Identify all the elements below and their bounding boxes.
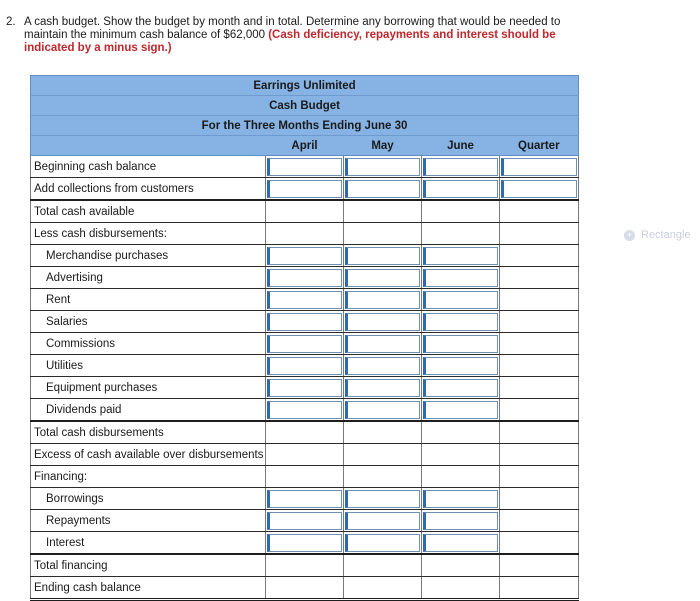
row-label: Merchandise purchases: [31, 245, 266, 267]
table-row: [31, 444, 579, 466]
cell-may: [344, 311, 422, 333]
may-amount-input[interactable]: [345, 534, 420, 552]
cell-may: [344, 466, 422, 488]
cell-april: [266, 245, 344, 267]
row-label: Total financing: [31, 554, 266, 577]
table-row: [31, 178, 579, 201]
row-label: Add collections from customers: [31, 178, 266, 201]
column-header-april: April: [266, 136, 344, 156]
cell-june: [422, 554, 500, 577]
cell-may: [344, 223, 422, 245]
may-amount-input[interactable]: [345, 357, 420, 375]
cell-may: [344, 488, 422, 510]
cell-may: [344, 267, 422, 289]
cell-quarter: [500, 466, 579, 488]
cell-april: [266, 333, 344, 355]
cell-may: [344, 289, 422, 311]
april-amount-input[interactable]: [267, 534, 342, 552]
row-label: Beginning cash balance: [31, 156, 266, 178]
row-label: Total cash disbursements: [31, 421, 266, 444]
cell-quarter: [500, 289, 579, 311]
row-label: Rent: [31, 289, 266, 311]
cell-april: [266, 200, 344, 223]
cell-may: [344, 444, 422, 466]
cell-april: [266, 466, 344, 488]
row-label: Equipment purchases: [31, 377, 266, 399]
cell-june: [422, 377, 500, 399]
row-label: Less cash disbursements:: [31, 223, 266, 245]
table-row: [31, 421, 579, 444]
cell-april: [266, 554, 344, 577]
cell-may: [344, 377, 422, 399]
june-amount-input[interactable]: [423, 158, 498, 176]
row-label: Total cash available: [31, 200, 266, 223]
cell-june: [422, 532, 500, 555]
quarter-amount-input[interactable]: [501, 180, 577, 198]
table-row: [31, 267, 579, 289]
cell-june: [422, 488, 500, 510]
table-row: [31, 554, 579, 577]
april-amount-input[interactable]: [267, 269, 342, 287]
question-emphasis: (Cash deficiency, repayments and interest should be indicated by a minus sign.): [24, 29, 556, 54]
cell-june: [422, 399, 500, 422]
column-header-blank: [31, 136, 266, 156]
may-amount-input[interactable]: [345, 335, 420, 353]
cell-june: [422, 510, 500, 532]
cell-april: [266, 399, 344, 422]
cell-may: [344, 333, 422, 355]
row-label: Ending cash balance: [31, 577, 266, 600]
june-amount-input[interactable]: [423, 379, 498, 397]
june-amount-input[interactable]: [423, 490, 498, 508]
april-amount-input[interactable]: [267, 158, 342, 176]
table-row: [31, 245, 579, 267]
cell-june: [422, 245, 500, 267]
april-amount-input[interactable]: [267, 379, 342, 397]
june-amount-input[interactable]: [423, 401, 498, 419]
april-amount-input[interactable]: [267, 291, 342, 309]
cell-quarter: [500, 377, 579, 399]
budget-title: Cash Budget: [31, 96, 579, 116]
column-header-quarter: Quarter: [500, 136, 579, 156]
row-label: Utilities: [31, 355, 266, 377]
may-amount-input[interactable]: [345, 379, 420, 397]
june-amount-input[interactable]: [423, 180, 498, 198]
cell-april: [266, 178, 344, 201]
table-row: [31, 377, 579, 399]
cell-april: [266, 355, 344, 377]
table-row: [31, 333, 579, 355]
april-amount-input[interactable]: [267, 401, 342, 419]
row-label: Financing:: [31, 466, 266, 488]
table-row: [31, 466, 579, 488]
row-label: Excess of cash available over disbursements: [31, 444, 266, 466]
cell-april: [266, 510, 344, 532]
cell-quarter: [500, 554, 579, 577]
june-amount-input[interactable]: [423, 335, 498, 353]
may-amount-input[interactable]: [345, 247, 420, 265]
cell-may: [344, 178, 422, 201]
april-amount-input[interactable]: [267, 313, 342, 331]
row-label: Advertising: [31, 267, 266, 289]
cell-june: [422, 444, 500, 466]
cell-april: [266, 289, 344, 311]
cell-april: [266, 421, 344, 444]
cell-quarter: [500, 200, 579, 223]
question-body: A cash budget. Show the budget by month and in total. Determine any borrowing that would be needed to maintain the minimum cash balance of $62,000: [24, 16, 561, 41]
cell-june: [422, 223, 500, 245]
cell-june: [422, 156, 500, 178]
row-label: Repayments: [31, 510, 266, 532]
cell-june: [422, 355, 500, 377]
june-amount-input[interactable]: [423, 534, 498, 552]
may-amount-input[interactable]: [345, 401, 420, 419]
cell-april: [266, 223, 344, 245]
question-number: 2.: [6, 16, 16, 28]
table-row: [31, 223, 579, 245]
cell-april: [266, 577, 344, 600]
row-label: Commissions: [31, 333, 266, 355]
may-amount-input[interactable]: [345, 512, 420, 530]
column-header-may: May: [344, 136, 422, 156]
april-amount-input[interactable]: [267, 180, 342, 198]
cell-april: [266, 488, 344, 510]
cell-quarter: [500, 178, 579, 201]
table-row: [31, 532, 579, 555]
cell-april: [266, 444, 344, 466]
budget-period: For the Three Months Ending June 30: [31, 116, 579, 136]
may-amount-input[interactable]: [345, 291, 420, 309]
april-amount-input[interactable]: [267, 512, 342, 530]
cell-april: [266, 311, 344, 333]
cell-april: [266, 377, 344, 399]
column-header-june: June: [422, 136, 500, 156]
quarter-amount-input[interactable]: [501, 158, 577, 176]
june-amount-input[interactable]: [423, 269, 498, 287]
cell-may: [344, 554, 422, 577]
june-amount-input[interactable]: [423, 291, 498, 309]
cell-june: [422, 267, 500, 289]
cell-quarter: [500, 156, 579, 178]
rectangle-tool[interactable]: [624, 226, 700, 244]
row-label: Salaries: [31, 311, 266, 333]
cell-april: [266, 267, 344, 289]
row-label: Borrowings: [31, 488, 266, 510]
cell-may: [344, 355, 422, 377]
may-amount-input[interactable]: [345, 180, 420, 198]
table-row: [31, 399, 579, 422]
table-row: [31, 510, 579, 532]
table-row: [31, 200, 579, 223]
cell-june: [422, 178, 500, 201]
may-amount-input[interactable]: [345, 269, 420, 287]
cell-quarter: [500, 510, 579, 532]
row-label: Dividends paid: [31, 399, 266, 422]
cell-may: [344, 577, 422, 600]
april-amount-input[interactable]: [267, 490, 342, 508]
cell-june: [422, 466, 500, 488]
table-row: [31, 355, 579, 377]
cell-quarter: [500, 223, 579, 245]
cell-june: [422, 577, 500, 600]
cell-quarter: [500, 488, 579, 510]
cell-may: [344, 245, 422, 267]
cell-june: [422, 421, 500, 444]
cell-june: [422, 311, 500, 333]
may-amount-input[interactable]: [345, 490, 420, 508]
cell-april: [266, 532, 344, 555]
april-amount-input[interactable]: [267, 335, 342, 353]
cell-june: [422, 289, 500, 311]
cell-quarter: [500, 333, 579, 355]
table-row: [31, 488, 579, 510]
row-label: Interest: [31, 532, 266, 555]
june-amount-input[interactable]: [423, 313, 498, 331]
cell-quarter: [500, 355, 579, 377]
table-row: [31, 156, 579, 178]
june-amount-input[interactable]: [423, 247, 498, 265]
cell-quarter: [500, 245, 579, 267]
table-row: [31, 311, 579, 333]
cell-quarter: [500, 399, 579, 422]
cell-quarter: [500, 532, 579, 555]
cell-may: [344, 200, 422, 223]
table-row: [31, 577, 579, 600]
cell-may: [344, 399, 422, 422]
may-amount-input[interactable]: [345, 158, 420, 176]
june-amount-input[interactable]: [423, 512, 498, 530]
cell-june: [422, 200, 500, 223]
cash-budget-table: [30, 75, 579, 601]
rectangle-tool-label: Rectangle: [641, 229, 691, 241]
plus-icon: +: [624, 230, 635, 241]
company-name: Earrings Unlimited: [31, 76, 579, 96]
cell-quarter: [500, 311, 579, 333]
cell-may: [344, 156, 422, 178]
cell-quarter: [500, 444, 579, 466]
june-amount-input[interactable]: [423, 357, 498, 375]
cell-june: [422, 333, 500, 355]
cell-may: [344, 421, 422, 444]
cell-quarter: [500, 421, 579, 444]
cell-quarter: [500, 577, 579, 600]
cell-may: [344, 510, 422, 532]
cell-april: [266, 156, 344, 178]
april-amount-input[interactable]: [267, 357, 342, 375]
april-amount-input[interactable]: [267, 247, 342, 265]
may-amount-input[interactable]: [345, 313, 420, 331]
cell-may: [344, 532, 422, 555]
cell-quarter: [500, 267, 579, 289]
question-text: [6, 16, 566, 55]
table-row: [31, 289, 579, 311]
